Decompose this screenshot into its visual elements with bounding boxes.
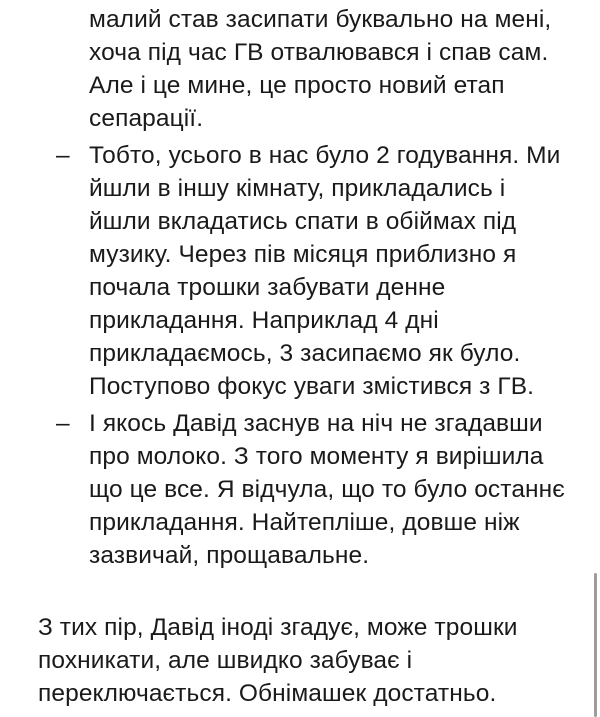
list-bullet: –	[56, 142, 70, 169]
text-line: прикладання. Найтепліше, довше ніж	[89, 509, 520, 536]
text-line: переключається. Обнімашек достатньо.	[38, 680, 497, 707]
text-line: музику. Через пів місяця приблизно я	[89, 241, 517, 268]
text-line: зазвичай, прощавальне.	[89, 542, 370, 569]
text-line: похникати, але швидко забуває і	[38, 647, 413, 674]
list-bullet: –	[56, 410, 70, 437]
text-line: Поступово фокус уваги змістився з ГВ.	[89, 373, 535, 400]
text-line: хоча під час ГВ отвалювався і спав сам.	[89, 39, 549, 66]
scrollbar[interactable]	[594, 573, 597, 717]
text-line: З тих пір, Давід іноді згадує, може трошки	[38, 614, 518, 641]
text-line: малий став засипати буквально на мені,	[89, 6, 552, 33]
text-line: йшли в іншу кімнату, прикладались і	[89, 175, 506, 202]
text-line: прикладаємось, 3 засипаємо як було.	[89, 340, 521, 367]
text-line: сепарації.	[89, 105, 204, 132]
text-line: Тобто, усього в нас було 2 годування. Ми	[89, 142, 561, 169]
text-line: Але і це мине, це просто новий етап	[89, 72, 505, 99]
text-line: що це все. Я відчула, що то було останнє	[89, 476, 565, 503]
text-line: І якось Давід заснув на ніч не згадавши	[89, 410, 543, 437]
text-line: про молоко. З того моменту я вирішила	[89, 443, 544, 470]
text-line: почала трошки забувати денне	[89, 274, 446, 301]
text-line: йшли вкладатись спати в обіймах під	[89, 208, 517, 235]
text-line: прикладання. Наприклад 4 дні	[89, 307, 439, 334]
